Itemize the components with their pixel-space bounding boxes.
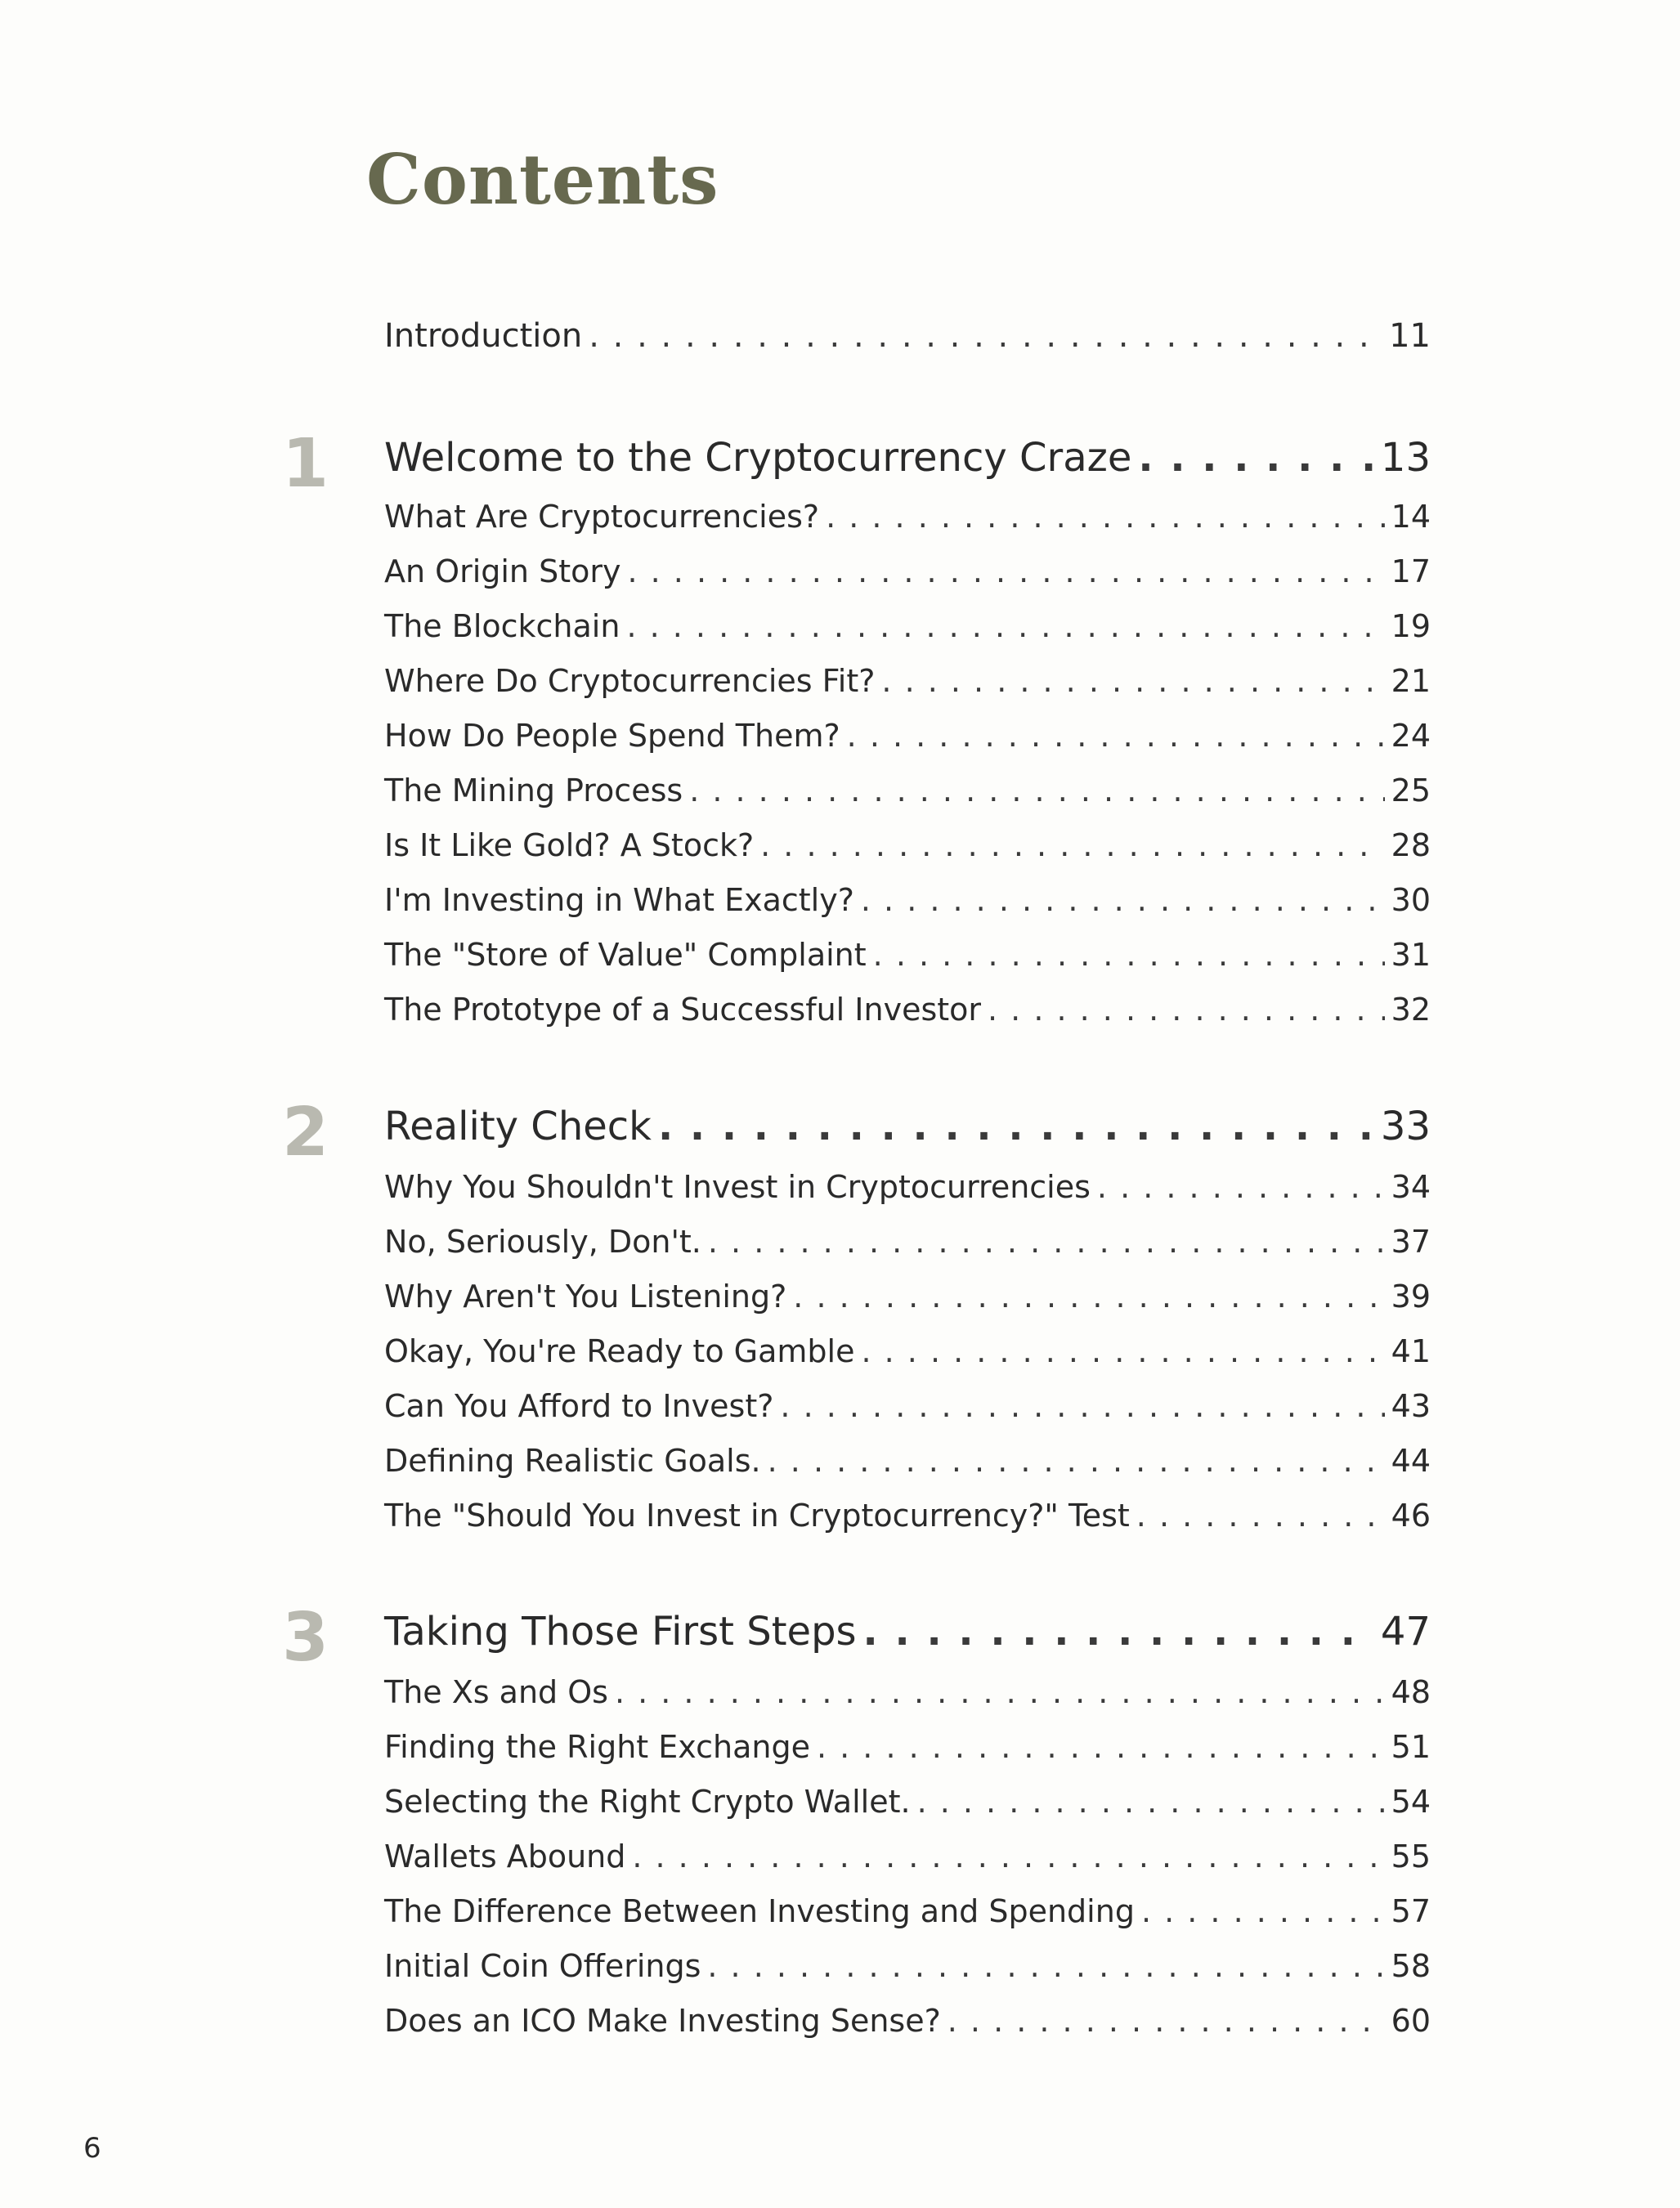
toc-entry-label: Selecting the Right Crypto Wallet.	[384, 1784, 911, 1820]
dot-leader	[826, 499, 1385, 535]
toc-page-number: 55	[1391, 1839, 1431, 1874]
dot-leader	[768, 1443, 1385, 1479]
toc-entry[interactable]	[384, 1893, 1431, 1942]
dot-leader	[1136, 1498, 1385, 1534]
toc-entry[interactable]	[384, 663, 1431, 712]
toc-entry-label: Okay, You're Ready to Gamble	[384, 1333, 855, 1369]
toc-entry-label: Is It Like Gold? A Stock?	[384, 827, 755, 863]
toc-entry-label: The Xs and Os	[384, 1674, 608, 1710]
dot-leader	[707, 1948, 1384, 1984]
dot-leader	[627, 553, 1384, 589]
toc-entry-introduction[interactable]	[384, 317, 1431, 366]
toc-entry[interactable]	[384, 827, 1431, 876]
toc-chapter-3[interactable]	[384, 1609, 1431, 1666]
toc-page-number: 41	[1391, 1333, 1431, 1369]
toc-entry-label: Defining Realistic Goals.	[384, 1443, 761, 1479]
toc-entry-label: The Prototype of a Successful Investor	[384, 992, 982, 1028]
toc-page-number: 13	[1380, 435, 1431, 481]
toc-entry[interactable]	[384, 882, 1431, 931]
toc-page-number: 34	[1391, 1169, 1431, 1205]
page-number: 6	[83, 2132, 101, 2165]
dot-leader	[948, 2003, 1385, 2039]
toc-entry-label: I'm Investing in What Exactly?	[384, 882, 854, 918]
toc-page-number: 24	[1391, 718, 1431, 754]
toc-entry-label: The Blockchain	[384, 608, 620, 644]
toc-entry-label: An Origin Story	[384, 553, 621, 589]
chapter-title: Taking Those First Steps	[384, 1609, 857, 1655]
dot-leader	[817, 1729, 1385, 1765]
dot-leader	[861, 882, 1385, 918]
chapter-title: Welcome to the Cryptocurrency Craze	[384, 435, 1132, 481]
toc-page-number: 58	[1391, 1948, 1431, 1984]
toc-entry-label: The Mining Process	[384, 773, 683, 808]
toc-entry[interactable]	[384, 1279, 1431, 1328]
toc-page-number: 19	[1391, 608, 1431, 644]
toc-entry[interactable]	[384, 1729, 1431, 1778]
toc-page-number: 28	[1391, 827, 1431, 863]
toc-page-number: 48	[1391, 1674, 1431, 1710]
dot-leader	[632, 1839, 1384, 1874]
toc-page-number: 25	[1391, 773, 1431, 808]
toc-entry[interactable]	[384, 1388, 1431, 1437]
toc-entry-label: Why You Shouldn't Invest in Cryptocurrencies	[384, 1169, 1091, 1205]
chapter-number: 3	[282, 1599, 329, 1677]
toc-entry-label: The "Should You Invest in Cryptocurrency?" Test	[384, 1498, 1130, 1534]
page-title: Contents	[366, 139, 719, 220]
toc-entry-label: Why Aren't You Listening?	[384, 1279, 787, 1314]
toc-entry[interactable]	[384, 499, 1431, 548]
toc-page-number: 11	[1389, 317, 1431, 355]
chapter-title: Reality Check	[384, 1104, 652, 1149]
dot-leader	[626, 608, 1384, 644]
toc-entry-label: Can You Afford to Invest?	[384, 1388, 774, 1424]
toc-entry[interactable]	[384, 773, 1431, 822]
toc-page-number: 32	[1391, 992, 1431, 1028]
dot-leader	[1138, 435, 1374, 481]
dot-leader	[615, 1674, 1385, 1710]
dot-leader	[658, 1104, 1374, 1149]
toc-page-number: 60	[1391, 2003, 1431, 2039]
dot-leader	[988, 992, 1385, 1028]
dot-leader	[863, 1609, 1374, 1655]
toc-entry[interactable]	[384, 1839, 1431, 1888]
toc-entry[interactable]	[384, 1224, 1431, 1273]
dot-leader	[780, 1388, 1384, 1424]
dot-leader	[793, 1279, 1384, 1314]
toc-entry-label: Initial Coin Offerings	[384, 1948, 701, 1984]
toc-entry-label: Introduction	[384, 317, 583, 355]
dot-leader	[917, 1784, 1385, 1820]
toc-entry[interactable]	[384, 1169, 1431, 1218]
toc-page-number: 43	[1391, 1388, 1431, 1424]
toc-entry-label: How Do People Spend Them?	[384, 718, 840, 754]
toc-entry-label: What Are Cryptocurrencies?	[384, 499, 820, 535]
toc-page-number: 21	[1391, 663, 1431, 699]
chapter-number: 1	[282, 425, 329, 503]
dot-leader	[708, 1224, 1385, 1260]
toc-page-number: 57	[1391, 1893, 1431, 1929]
toc-page-number: 14	[1391, 499, 1431, 535]
toc-chapter-1[interactable]	[384, 435, 1431, 492]
toc-entry-label: Does an ICO Make Investing Sense?	[384, 2003, 941, 2039]
toc-page-number: 17	[1391, 553, 1431, 589]
toc-entry-label: The Difference Between Investing and Spending	[384, 1893, 1135, 1929]
toc-page-number: 37	[1391, 1224, 1431, 1260]
toc-entry[interactable]	[384, 1498, 1431, 1547]
toc-page-number: 39	[1391, 1279, 1431, 1314]
dot-leader	[881, 663, 1384, 699]
chapter-number: 2	[282, 1094, 329, 1171]
toc-chapter-2[interactable]	[384, 1104, 1431, 1161]
toc-entry[interactable]	[384, 1443, 1431, 1492]
dot-leader	[873, 937, 1385, 973]
toc-entry-label: Finding the Right Exchange	[384, 1729, 810, 1765]
dot-leader	[1097, 1169, 1385, 1205]
toc-entry[interactable]	[384, 608, 1431, 657]
toc-entry-label: Wallets Abound	[384, 1839, 626, 1874]
toc-entry[interactable]	[384, 937, 1431, 986]
dot-leader	[861, 1333, 1384, 1369]
toc-page-number: 33	[1380, 1104, 1431, 1149]
toc-entry[interactable]	[384, 2003, 1431, 2052]
toc-entry[interactable]	[384, 1674, 1431, 1723]
dot-leader	[760, 827, 1385, 863]
dot-leader	[589, 317, 1382, 355]
toc-entry[interactable]	[384, 1948, 1431, 1997]
toc-page-number: 51	[1391, 1729, 1431, 1765]
toc-page-number: 31	[1391, 937, 1431, 973]
toc-page-number: 46	[1391, 1498, 1431, 1534]
toc-entry-label: Where Do Cryptocurrencies Fit?	[384, 663, 876, 699]
toc-page-number: 44	[1391, 1443, 1431, 1479]
toc-entry[interactable]	[384, 1784, 1431, 1833]
dot-leader	[1141, 1893, 1385, 1929]
toc-page-number: 30	[1391, 882, 1431, 918]
dot-leader	[847, 718, 1385, 754]
toc-entry[interactable]	[384, 553, 1431, 602]
toc-entry-label: The "Store of Value" Complaint	[384, 937, 867, 973]
toc-entry[interactable]	[384, 992, 1431, 1041]
toc-entry[interactable]	[384, 1333, 1431, 1382]
toc-entry-label: No, Seriously, Don't.	[384, 1224, 701, 1260]
toc-page-number: 47	[1380, 1609, 1431, 1655]
toc-page-number: 54	[1391, 1784, 1431, 1820]
toc-entry[interactable]	[384, 718, 1431, 767]
dot-leader	[689, 773, 1384, 808]
